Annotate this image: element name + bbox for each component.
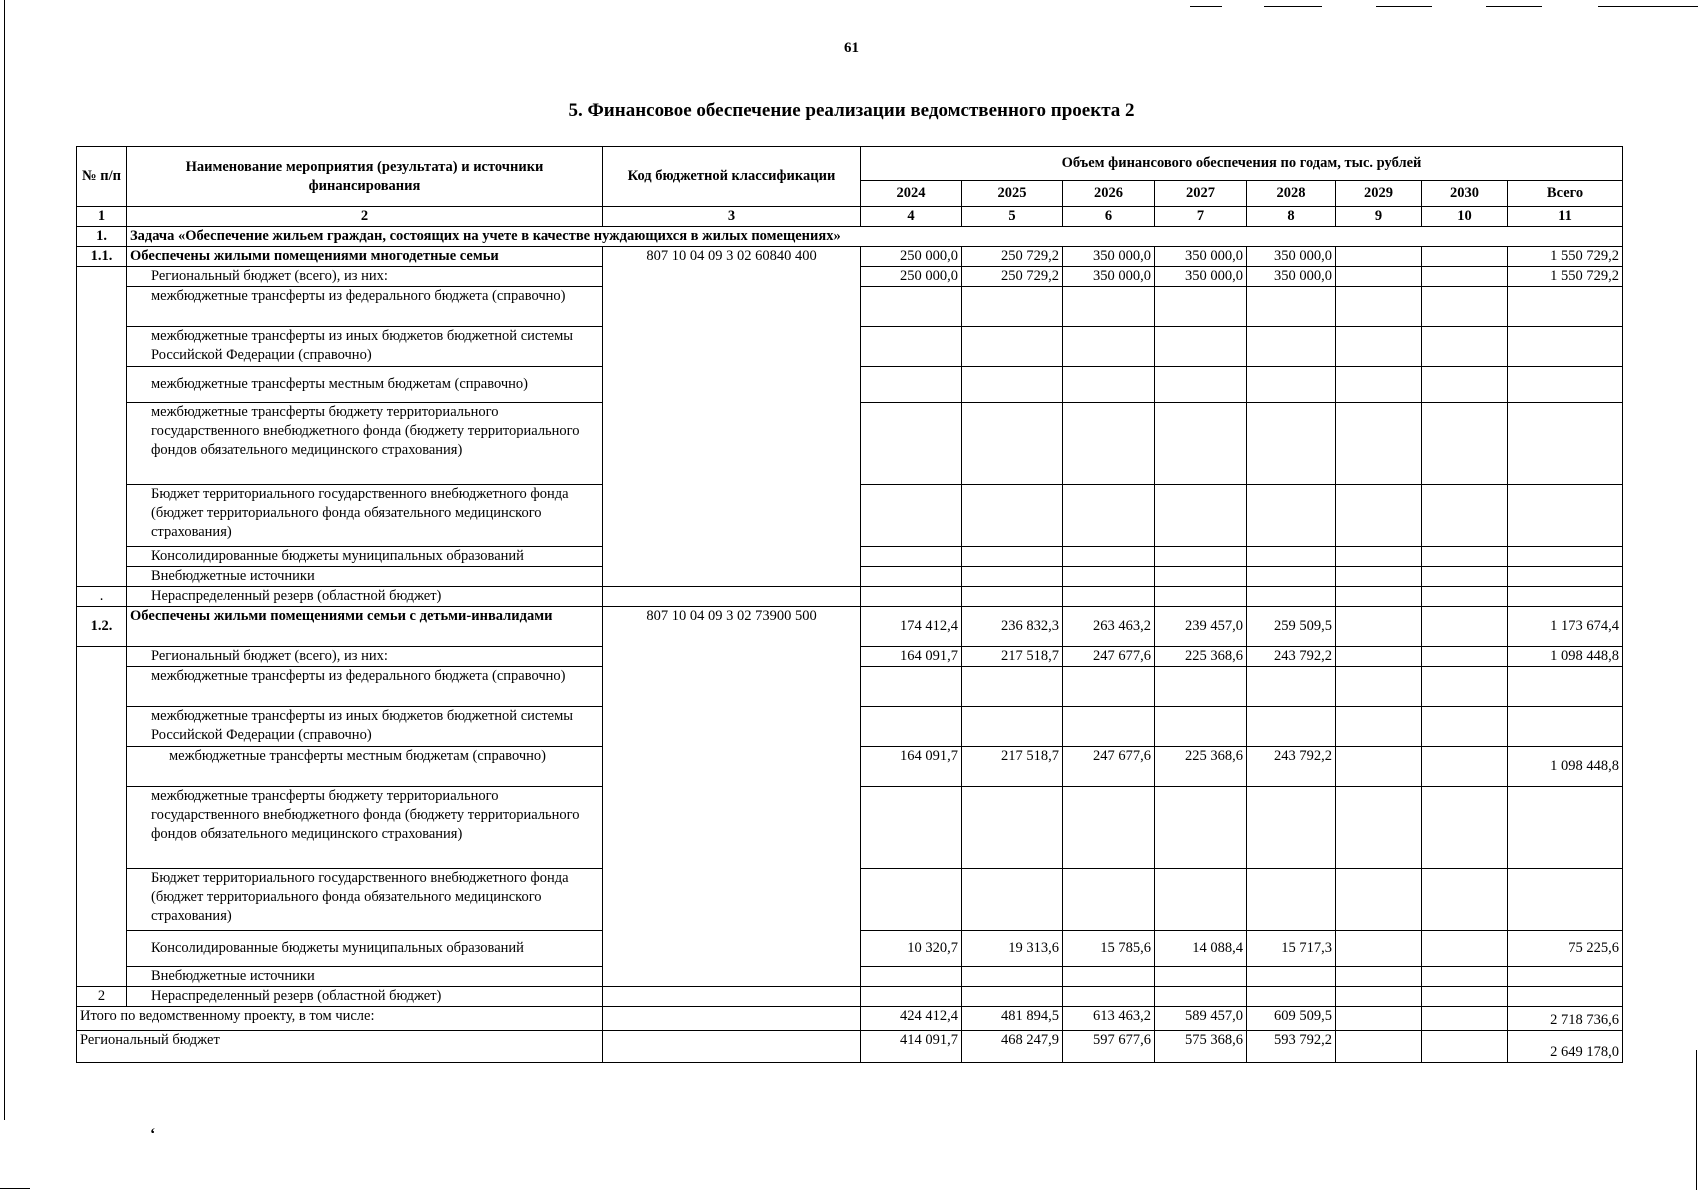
value-cell bbox=[1063, 706, 1155, 746]
col-number: 6 bbox=[1063, 207, 1155, 227]
value-cell bbox=[1422, 868, 1508, 930]
value-cell bbox=[1336, 930, 1422, 966]
value-cell bbox=[1063, 286, 1155, 326]
value-cell: 589 457,0 bbox=[1155, 1006, 1247, 1030]
header-year: 2025 bbox=[962, 181, 1063, 207]
value-cell bbox=[1336, 246, 1422, 266]
row-num bbox=[77, 326, 127, 366]
value-cell bbox=[1336, 546, 1422, 566]
value-cell bbox=[861, 402, 962, 484]
row-num: 1.2. bbox=[77, 606, 127, 646]
row-label: Обеспечены жильми помещениями семьи с детьми-инвалидами bbox=[127, 606, 603, 646]
value-cell: 263 463,2 bbox=[1063, 606, 1155, 646]
value-cell bbox=[1247, 966, 1336, 986]
top-rule-2 bbox=[1264, 6, 1322, 7]
header-num: № п/п bbox=[77, 147, 127, 207]
total-cell bbox=[1508, 786, 1623, 868]
row-label: межбюджетные трансферты из иных бюджетов бюджетной системы Российской Федерации (справочно) bbox=[127, 706, 603, 746]
value-cell: 164 091,7 bbox=[861, 746, 962, 786]
value-cell bbox=[1422, 546, 1508, 566]
value-cell bbox=[861, 666, 962, 706]
stray-mark: ‘ bbox=[150, 1126, 156, 1143]
value-cell bbox=[861, 868, 962, 930]
total-cell bbox=[1508, 286, 1623, 326]
value-cell bbox=[962, 966, 1063, 986]
value-cell bbox=[1336, 786, 1422, 868]
value-cell: 10 320,7 bbox=[861, 930, 962, 966]
value-cell bbox=[1247, 706, 1336, 746]
row-label: межбюджетные трансферты из федерального бюджета (справочно) bbox=[127, 666, 603, 706]
row-label: Бюджет территориального государственного внебюджетного фонда (бюджет территориального фонда обязательного медицинского страхования) bbox=[127, 484, 603, 546]
header-year: 2028 bbox=[1247, 181, 1336, 207]
value-cell bbox=[1063, 366, 1155, 402]
row-label: Нераспределенный резерв (областной бюджет) bbox=[127, 586, 603, 606]
top-rule-5 bbox=[1598, 6, 1698, 7]
row-label: Внебюджетные источники bbox=[127, 966, 603, 986]
value-cell: 15 785,6 bbox=[1063, 930, 1155, 966]
row-label: Региональный бюджет (всего), из них: bbox=[127, 266, 603, 286]
value-cell bbox=[1063, 966, 1155, 986]
value-cell bbox=[1336, 706, 1422, 746]
value-cell bbox=[962, 666, 1063, 706]
value-cell bbox=[962, 566, 1063, 586]
value-cell bbox=[962, 286, 1063, 326]
value-cell: 250 000,0 bbox=[861, 266, 962, 286]
value-cell: 243 792,2 bbox=[1247, 646, 1336, 666]
value-cell bbox=[1422, 402, 1508, 484]
total-row bbox=[77, 1030, 1623, 1062]
value-cell: 350 000,0 bbox=[1155, 246, 1247, 266]
value-cell bbox=[1422, 1030, 1508, 1062]
value-cell bbox=[1063, 566, 1155, 586]
total-cell bbox=[1508, 986, 1623, 1006]
value-cell: 259 509,5 bbox=[1247, 606, 1336, 646]
row-label: межбюджетные трансферты местным бюджетам (справочно) bbox=[127, 366, 603, 402]
value-cell: 414 091,7 bbox=[861, 1030, 962, 1062]
header-volume: Объем финансового обеспечения по годам, тыс. рублей bbox=[861, 147, 1623, 181]
row-num bbox=[77, 566, 127, 586]
value-cell bbox=[962, 546, 1063, 566]
total-cell: 1 098 448,8 bbox=[1508, 646, 1623, 666]
value-cell bbox=[1155, 286, 1247, 326]
value-cell bbox=[1155, 402, 1247, 484]
total-cell bbox=[1508, 966, 1623, 986]
value-cell bbox=[1336, 286, 1422, 326]
value-cell: 350 000,0 bbox=[1155, 266, 1247, 286]
value-cell: 424 412,4 bbox=[861, 1006, 962, 1030]
value-cell bbox=[1155, 666, 1247, 706]
value-cell: 164 091,7 bbox=[861, 646, 962, 666]
row-num bbox=[77, 666, 127, 706]
value-cell bbox=[1422, 786, 1508, 868]
value-cell bbox=[1247, 566, 1336, 586]
value-cell bbox=[1247, 586, 1336, 606]
header-code: Код бюджетной классификации bbox=[603, 147, 861, 207]
value-cell bbox=[1247, 286, 1336, 326]
total-cell: 1 550 729,2 bbox=[1508, 266, 1623, 286]
value-cell bbox=[1155, 966, 1247, 986]
value-cell bbox=[1155, 706, 1247, 746]
value-cell bbox=[1063, 326, 1155, 366]
value-cell bbox=[1422, 326, 1508, 366]
value-cell bbox=[1422, 746, 1508, 786]
value-cell bbox=[1247, 666, 1336, 706]
value-cell bbox=[1336, 966, 1422, 986]
col-number: 7 bbox=[1155, 207, 1247, 227]
value-cell bbox=[1247, 484, 1336, 546]
budget-code: 807 10 04 09 3 02 73900 500 bbox=[603, 606, 861, 986]
row-label: Консолидированные бюджеты муниципальных образований bbox=[127, 546, 603, 566]
row-label: межбюджетные трансферты из иных бюджетов бюджетной системы Российской Федерации (справочно) bbox=[127, 326, 603, 366]
value-cell bbox=[962, 586, 1063, 606]
total-cell bbox=[1508, 326, 1623, 366]
value-cell: 14 088,4 bbox=[1155, 930, 1247, 966]
total-cell: 1 098 448,8 bbox=[1508, 746, 1623, 786]
table-row bbox=[77, 246, 1623, 266]
value-cell bbox=[1063, 484, 1155, 546]
row-num bbox=[77, 930, 127, 966]
value-cell: 174 412,4 bbox=[861, 606, 962, 646]
column-numbers-row bbox=[77, 207, 1623, 227]
value-cell bbox=[1336, 646, 1422, 666]
row-label: Консолидированные бюджеты муниципальных образований bbox=[127, 930, 603, 966]
value-cell bbox=[962, 484, 1063, 546]
value-cell: 350 000,0 bbox=[1063, 246, 1155, 266]
value-cell: 225 368,6 bbox=[1155, 746, 1247, 786]
value-cell bbox=[1422, 566, 1508, 586]
financing-table bbox=[76, 146, 1623, 1063]
col-number: 4 bbox=[861, 207, 962, 227]
row-num: . bbox=[77, 586, 127, 606]
row-num bbox=[77, 266, 127, 286]
col-number: 8 bbox=[1247, 207, 1336, 227]
total-cell bbox=[1508, 402, 1623, 484]
task-text: Задача «Обеспечение жильем граждан, состоящих на учете в качестве нуждающихся в жилых помещениях» bbox=[127, 226, 1623, 246]
value-cell bbox=[861, 986, 962, 1006]
row-label: Итого по ведомственному проекту, в том числе: bbox=[77, 1006, 603, 1030]
value-cell bbox=[1155, 566, 1247, 586]
value-cell: 225 368,6 bbox=[1155, 646, 1247, 666]
value-cell: 613 463,2 bbox=[1063, 1006, 1155, 1030]
value-cell bbox=[1155, 366, 1247, 402]
top-rule-1 bbox=[1190, 6, 1222, 7]
value-cell bbox=[1336, 266, 1422, 286]
row-num bbox=[77, 286, 127, 326]
value-cell bbox=[861, 966, 962, 986]
value-cell bbox=[1155, 586, 1247, 606]
value-cell bbox=[1063, 546, 1155, 566]
value-cell bbox=[1336, 484, 1422, 546]
value-cell bbox=[962, 366, 1063, 402]
value-cell: 250 000,0 bbox=[861, 246, 962, 266]
value-cell bbox=[1336, 986, 1422, 1006]
table-row bbox=[77, 986, 1623, 1006]
budget-code: 807 10 04 09 3 02 60840 400 bbox=[603, 246, 861, 586]
total-row bbox=[77, 1006, 1623, 1030]
total-cell bbox=[1508, 666, 1623, 706]
value-cell bbox=[1247, 868, 1336, 930]
budget-code bbox=[603, 986, 861, 1006]
value-cell bbox=[1155, 986, 1247, 1006]
value-cell bbox=[1422, 286, 1508, 326]
value-cell bbox=[1063, 786, 1155, 868]
row-num bbox=[77, 786, 127, 868]
value-cell bbox=[1336, 746, 1422, 786]
total-cell: 2 649 178,0 bbox=[1508, 1030, 1623, 1062]
value-cell bbox=[861, 366, 962, 402]
value-cell: 217 518,7 bbox=[962, 646, 1063, 666]
bottom-left-rule bbox=[0, 1188, 30, 1189]
value-cell bbox=[1063, 402, 1155, 484]
value-cell bbox=[1155, 868, 1247, 930]
total-cell: 75 225,6 bbox=[1508, 930, 1623, 966]
col-number: 5 bbox=[962, 207, 1063, 227]
header-year: 2024 bbox=[861, 181, 962, 207]
value-cell bbox=[1155, 786, 1247, 868]
value-cell bbox=[1422, 1006, 1508, 1030]
value-cell: 247 677,6 bbox=[1063, 746, 1155, 786]
value-cell bbox=[962, 868, 1063, 930]
total-cell bbox=[1508, 706, 1623, 746]
value-cell bbox=[1422, 606, 1508, 646]
value-cell: 250 729,2 bbox=[962, 266, 1063, 286]
table-row bbox=[77, 606, 1623, 646]
value-cell bbox=[1336, 586, 1422, 606]
value-cell: 575 368,6 bbox=[1155, 1030, 1247, 1062]
value-cell bbox=[1063, 586, 1155, 606]
value-cell bbox=[1155, 546, 1247, 566]
value-cell bbox=[1247, 326, 1336, 366]
row-label: межбюджетные трансферты местным бюджетам (справочно) bbox=[127, 746, 603, 786]
row-num: 1.1. bbox=[77, 246, 127, 266]
header-year: 2026 bbox=[1063, 181, 1155, 207]
total-cell: 1 173 674,4 bbox=[1508, 606, 1623, 646]
value-cell bbox=[962, 786, 1063, 868]
col-number: 1 bbox=[77, 207, 127, 227]
value-cell bbox=[962, 326, 1063, 366]
value-cell: 593 792,2 bbox=[1247, 1030, 1336, 1062]
value-cell bbox=[1247, 786, 1336, 868]
col-number: 9 bbox=[1336, 207, 1422, 227]
row-num: 1. bbox=[77, 226, 127, 246]
row-num bbox=[77, 868, 127, 930]
col-number: 2 bbox=[127, 207, 603, 227]
value-cell: 481 894,5 bbox=[962, 1006, 1063, 1030]
value-cell: 609 509,5 bbox=[1247, 1006, 1336, 1030]
total-cell bbox=[1508, 566, 1623, 586]
header-year: 2029 bbox=[1336, 181, 1422, 207]
value-cell bbox=[1422, 646, 1508, 666]
value-cell bbox=[861, 326, 962, 366]
value-cell: 239 457,0 bbox=[1155, 606, 1247, 646]
value-cell bbox=[1422, 986, 1508, 1006]
total-cell bbox=[1508, 868, 1623, 930]
value-cell bbox=[1336, 366, 1422, 402]
row-label: Региональный бюджет bbox=[77, 1030, 603, 1062]
value-cell bbox=[1336, 606, 1422, 646]
value-cell bbox=[962, 986, 1063, 1006]
header-total: Всего bbox=[1508, 181, 1623, 207]
row-label: Внебюджетные источники bbox=[127, 566, 603, 586]
value-cell bbox=[1422, 586, 1508, 606]
col-number: 3 bbox=[603, 207, 861, 227]
row-label: межбюджетные трансферты бюджету территориального государственного внебюджетного фонда (бюджету территориального фондов обязательного медицинского страхования) bbox=[127, 786, 603, 868]
total-cell: 2 718 736,6 bbox=[1508, 1006, 1623, 1030]
budget-code bbox=[603, 1006, 861, 1030]
row-num bbox=[77, 402, 127, 484]
value-cell: 243 792,2 bbox=[1247, 746, 1336, 786]
page-number: 61 bbox=[844, 40, 859, 56]
top-rule-4 bbox=[1486, 6, 1542, 7]
value-cell: 468 247,9 bbox=[962, 1030, 1063, 1062]
value-cell bbox=[1422, 246, 1508, 266]
total-cell: 1 550 729,2 bbox=[1508, 246, 1623, 266]
value-cell bbox=[1422, 266, 1508, 286]
row-num bbox=[77, 706, 127, 746]
value-cell: 247 677,6 bbox=[1063, 646, 1155, 666]
value-cell bbox=[1422, 666, 1508, 706]
row-num bbox=[77, 366, 127, 402]
budget-code bbox=[603, 586, 861, 606]
total-cell bbox=[1508, 366, 1623, 402]
value-cell: 350 000,0 bbox=[1247, 266, 1336, 286]
value-cell: 350 000,0 bbox=[1063, 266, 1155, 286]
value-cell bbox=[1336, 1030, 1422, 1062]
header-year: 2027 bbox=[1155, 181, 1247, 207]
header-year: 2030 bbox=[1422, 181, 1508, 207]
value-cell bbox=[1336, 868, 1422, 930]
row-label: Обеспечены жилыми помещениями многодетные семьи bbox=[127, 246, 603, 266]
value-cell bbox=[1422, 930, 1508, 966]
value-cell: 597 677,6 bbox=[1063, 1030, 1155, 1062]
value-cell bbox=[962, 402, 1063, 484]
header-name: Наименование мероприятия (результата) и источники финансирования bbox=[127, 147, 603, 207]
row-num bbox=[77, 966, 127, 986]
value-cell bbox=[1247, 986, 1336, 1006]
value-cell bbox=[861, 566, 962, 586]
total-cell bbox=[1508, 546, 1623, 566]
total-cell bbox=[1508, 484, 1623, 546]
row-label: Региональный бюджет (всего), из них: bbox=[127, 646, 603, 666]
value-cell bbox=[1247, 366, 1336, 402]
value-cell: 236 832,3 bbox=[962, 606, 1063, 646]
value-cell bbox=[1336, 326, 1422, 366]
row-label: Бюджет территориального государственного внебюджетного фонда (бюджет территориального фонда обязательного медицинского страхования) bbox=[127, 868, 603, 930]
value-cell: 15 717,3 bbox=[1247, 930, 1336, 966]
budget-code bbox=[603, 1030, 861, 1062]
value-cell: 350 000,0 bbox=[1247, 246, 1336, 266]
right-edge-line bbox=[1696, 1050, 1697, 1190]
col-number: 11 bbox=[1508, 207, 1623, 227]
value-cell bbox=[1336, 566, 1422, 586]
row-num: 2 bbox=[77, 986, 127, 1006]
value-cell bbox=[962, 706, 1063, 746]
value-cell bbox=[1422, 706, 1508, 746]
left-edge-line bbox=[4, 0, 5, 1120]
value-cell bbox=[1063, 986, 1155, 1006]
row-num bbox=[77, 746, 127, 786]
row-label: межбюджетные трансферты бюджету территориального государственного внебюджетного фонда (бюджету территориального фондов обязательного медицинского страхования) bbox=[127, 402, 603, 484]
page-title: 5. Финансовое обеспечение реализации ведомственного проекта 2 bbox=[568, 100, 1135, 121]
value-cell bbox=[1063, 868, 1155, 930]
value-cell: 19 313,6 bbox=[962, 930, 1063, 966]
value-cell bbox=[861, 706, 962, 746]
value-cell bbox=[1155, 326, 1247, 366]
top-rule-3 bbox=[1376, 6, 1432, 7]
value-cell bbox=[1422, 366, 1508, 402]
row-label: межбюджетные трансферты из федерального бюджета (справочно) bbox=[127, 286, 603, 326]
value-cell bbox=[1422, 966, 1508, 986]
value-cell bbox=[861, 786, 962, 868]
value-cell bbox=[861, 484, 962, 546]
value-cell bbox=[1422, 484, 1508, 546]
row-num bbox=[77, 484, 127, 546]
total-cell bbox=[1508, 586, 1623, 606]
value-cell bbox=[1155, 484, 1247, 546]
col-number: 10 bbox=[1422, 207, 1508, 227]
value-cell bbox=[1336, 666, 1422, 706]
value-cell bbox=[861, 586, 962, 606]
task-row bbox=[77, 226, 1623, 246]
value-cell bbox=[1336, 1006, 1422, 1030]
value-cell bbox=[1063, 666, 1155, 706]
value-cell bbox=[1336, 402, 1422, 484]
value-cell bbox=[861, 546, 962, 566]
value-cell: 217 518,7 bbox=[962, 746, 1063, 786]
row-label: Нераспределенный резерв (областной бюджет) bbox=[127, 986, 603, 1006]
value-cell bbox=[1247, 402, 1336, 484]
value-cell: 250 729,2 bbox=[962, 246, 1063, 266]
value-cell bbox=[861, 286, 962, 326]
table-row bbox=[77, 586, 1623, 606]
row-num bbox=[77, 646, 127, 666]
row-num bbox=[77, 546, 127, 566]
value-cell bbox=[1247, 546, 1336, 566]
